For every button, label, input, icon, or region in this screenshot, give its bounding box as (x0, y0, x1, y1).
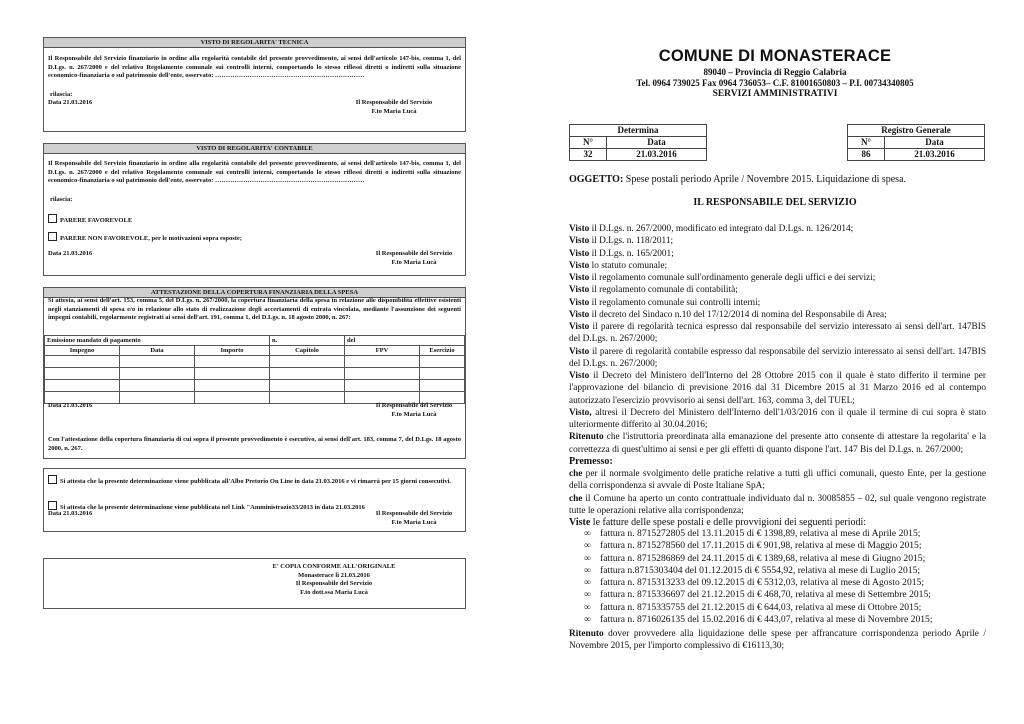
visto-text: il D.Lgs. n. 267/2000, modificato ed integrato dal D.Lgs. n. 126/2014; (589, 224, 854, 234)
registro-date: 21.03.2016 (885, 149, 985, 161)
list-item (584, 540, 984, 552)
emissione-del-label: del (345, 336, 465, 346)
emissione-n-label: n. (270, 336, 345, 346)
visto-keyword: Visto (569, 309, 590, 320)
registro-n-label: N° (848, 137, 885, 149)
che-text: per il normale svolgimento delle pratiche relative a tutti gli uffici comunali, questo Ente, per la gestione della corrispondenza si avvale di Poste Italiane SpA; (569, 469, 986, 492)
signature-title: Il Responsabile del Servizio (375, 250, 453, 257)
premesso-heading (569, 456, 986, 468)
visto-item (569, 407, 986, 432)
premesso-label: Premesso: (569, 455, 613, 467)
table-cell[interactable] (420, 356, 465, 368)
col-esercizio: Esercizio (420, 346, 465, 356)
table-row (45, 356, 465, 368)
infinity-bullet-icon: ∞ (584, 552, 591, 564)
table-cell[interactable] (120, 380, 195, 392)
col-capitolo: Capitolo (270, 346, 345, 356)
visto-item (569, 321, 986, 346)
ritenuto-final (569, 628, 986, 653)
registro-title: Registro Generale (848, 125, 985, 137)
copia-conforme-signature-title: Il Responsabile del Servizio (295, 580, 373, 587)
copia-conforme-place-date: Monasterace lì 21.03.2016 (298, 571, 370, 579)
infinity-bullet-icon: ∞ (584, 589, 591, 601)
fattura-text: fattura n. 8715336697 del 21.12.2015 di € 468,70, relativa al mese di Settembre 2015; (600, 589, 931, 601)
table-cell[interactable] (420, 380, 465, 392)
registro-number: 86 (848, 149, 885, 161)
list-item (584, 614, 984, 626)
visto-item (569, 284, 986, 296)
determina-title: Determina (570, 125, 707, 137)
list-item (584, 565, 984, 577)
copia-conforme-signature-name: F.to dott.ssa Maria Lucà (300, 588, 368, 596)
table-cell[interactable] (195, 380, 270, 392)
pubblicazione-albo-checkbox[interactable] (48, 475, 57, 484)
parere-non-favorevole-label: PARERE NON FAVOREVOLE, per le motivazioni sopra esposte; (60, 235, 242, 242)
visto-text: il regolamento comunale sui controlli interni; (589, 297, 761, 308)
attestazione-signature (344, 402, 484, 419)
comune-contacts: Tel. 0964 739025 Fax 0964 736053– C.F. 81001650803 – P.I. 00734340805 (636, 78, 914, 88)
table-cell[interactable] (120, 368, 195, 380)
fattura-text: fattura n. 8715335755 del 21.12.2015 di € 644,03, relativa al mese di Ottobre 2015; (600, 601, 922, 613)
col-data: Data (120, 346, 195, 356)
visto-item (569, 309, 986, 321)
visto-item (569, 346, 986, 371)
visto-keyword: Visto (569, 224, 590, 234)
infinity-bullet-icon: ∞ (584, 528, 591, 539)
pubblicazione-signature (344, 510, 484, 527)
visto-keyword: Visto (569, 371, 590, 381)
list-item (584, 577, 984, 589)
list-item (584, 602, 984, 614)
visto-contabile-date: Data 21.03.2016 (48, 250, 93, 257)
list-item (584, 589, 984, 601)
fattura-text: fattura n. 8715286869 del 24.11.2015 di € 1389,68, relativa al mese di Giugno 2015; (600, 552, 926, 564)
parere-non-favorevole-option[interactable] (48, 232, 242, 244)
signature-title: Il Responsabile del Servizio (355, 99, 433, 106)
parere-favorevole-label: PARERE FAVOREVOLE (60, 217, 133, 224)
attestazione-box (43, 287, 466, 459)
visto-tecnica-body: Il Responsabile del Servizio finanziario in ordine alla regolarità contabile del presente provvedimento, ai sensi dell'articolo 147-bis, comma 1, del D.Lgs. n. 267/2000 e del relativo Regolamento comunale sui controlli interni, comportando lo stesso riflessi diretti o indiretti sulla situazione economico-finanziaria o sul patrimonio dell'ente, osservato: …………………………………………………………… (48, 55, 461, 80)
signature-name: F.to Maria Lucà (371, 107, 417, 115)
list-item (584, 553, 984, 565)
pubblicazione-albo-option[interactable] (48, 475, 461, 487)
table-cell[interactable] (195, 356, 270, 368)
fattura-text: fattura n. 8715278560 del 17.11.2015 di € 901,98, relativa al mese di Maggio 2015; (600, 540, 922, 552)
oggetto-line (569, 174, 989, 185)
che-item (569, 468, 986, 493)
fatture-list (584, 528, 984, 626)
table-row (45, 380, 465, 392)
determina-number: 32 (570, 149, 607, 161)
ritenuto-final-keyword: Ritenuto (569, 629, 604, 639)
fattura-text: fattura n. 8715272805 del 13.11.2015 di € 1398,89, relativa al mese di Aprile 2015; (600, 528, 921, 539)
parere-favorevole-checkbox[interactable] (48, 214, 57, 223)
table-cell[interactable] (120, 392, 195, 404)
table-cell[interactable] (420, 368, 465, 380)
visto-keyword: Visto (569, 285, 590, 296)
list-item (584, 528, 984, 540)
oggetto-label: OGGETTO: (569, 174, 624, 185)
visto-keyword: Visto (569, 248, 590, 259)
table-cell[interactable] (345, 368, 420, 380)
visto-contabile-title: VISTO DI REGOLARITA' CONTABILE (44, 144, 465, 154)
parere-favorevole-option[interactable] (48, 214, 132, 226)
oggetto-text: Spese postali periodo Aprile / Novembre 2015. Liquidazione di spesa. (625, 174, 907, 185)
fattura-text: fattura n. 8716026135 del 15.02.2016 di € 443,07, relativa al mese di Novembre 2015; (600, 614, 933, 626)
visto-contabile-body: Il Responsabile del Servizio finanziario in ordine alla regolarità contabile del presente provvedimento, ai sensi dell'articolo 147-bis, comma 1, del D.Lgs. n. 267/2000 e del relativo Regolamento comunale sui controlli interni, comportando lo stesso riflessi diretti o indiretti sulla situazione economico-finanziaria o sul patrimonio dell'ente, osservato: …………………………………………………………… (48, 160, 461, 185)
signature-name: F.to Maria Lucà (391, 258, 437, 266)
visto-text: lo statuto comunale; (589, 260, 668, 271)
attestazione-footer: Con l'attestazione della copertura finanziaria di cui sopra il presente provvedimento è esecutivo, ai sensi dell'art. 183, comma 7, del D.Lgs. 18 agosto 2000, n. 267. (48, 436, 461, 452)
col-fpv: FPV (345, 346, 420, 356)
attestazione-body: Si attesta, ai sensi dell'art. 153, comma 5, del D.Lgs. n. 267/2000, la copertura finanziaria della spesa in relazione alle disponibilità effettive esistenti negli stanziamenti di spesa e/o in relazione allo stato di realizzazione degli accertamenti di entrata vincolata, mediante l'assunzione dei seguenti impegni contabili, regolarmente registrati ai sensi dell'art. 191, comma 1, del D.Lgs. n. 18 agosto 2000, n. 267: (48, 297, 461, 322)
visto-keyword: Visto (569, 273, 590, 283)
attestazione-title: ATTESTAZIONE DELLA COPERTURA FINANZIARIA DELLA SPESA (44, 288, 465, 298)
pubblicazione-box (43, 468, 466, 532)
visto-item (569, 272, 986, 284)
signature-name: F.to Maria Lucà (391, 518, 437, 526)
table-cell[interactable] (45, 368, 120, 380)
visto-keyword: Visto (569, 236, 590, 247)
table-cell[interactable] (270, 380, 345, 392)
table-cell[interactable] (195, 368, 270, 380)
ritenuto-final-text: dover provvedere alla liquidazione delle spese per affrancature corrispondenza periodo Aprile / Novembre 2015, per l'importo complessivo di €16113,30; (569, 629, 986, 652)
visto-text: il D.Lgs. n. 165/2001; (589, 248, 674, 259)
visto-keyword: Visto, (569, 407, 592, 418)
signature-title: Il Responsabile del Servizio (375, 510, 453, 517)
visto-item (569, 260, 986, 272)
visto-text: il parere di regolarità tecnica espresso dal responsabile del servizio interessato ai sensi dell'art. 147BIS del D.Lgs. n. 267/2000; (569, 322, 986, 345)
infinity-bullet-icon: ∞ (584, 601, 591, 613)
visto-contabile-box (43, 143, 466, 276)
table-cell[interactable] (45, 380, 120, 392)
infinity-bullet-icon: ∞ (584, 577, 591, 589)
visto-item (569, 297, 986, 309)
visto-tecnica-signature (324, 99, 464, 116)
visto-text: il parere di regolarità contabile espresso dal responsabile del servizio interessato ai sensi dell'art. 147BIS del D.Lgs. n. 267/2000; (569, 346, 986, 369)
signature-title: Il Responsabile del Servizio (375, 402, 453, 409)
che-text: il Comune ha aperto un conto contrattuale individuato dal n. 30085855 – 02, sul quale vengono registrate tutte le operazioni relative alla corrispondenza; (569, 493, 986, 516)
visto-keyword: Visto (569, 346, 590, 357)
ritenuto-text: che l'istruttoria preordinata alla emanazione del presente atto consente di attestare la regolarita' e la correttezza di quest'ultimo ai sensi e per gli effetti di quanto dispone l'art. 147 Bis del D.Lgs. n. 267/2000; (569, 432, 986, 455)
determina-date: 21.03.2016 (607, 149, 707, 161)
table-cell[interactable] (120, 356, 195, 368)
determina-table (569, 124, 707, 161)
copia-conforme-heading: E' COPIA CONFORME ALL'ORIGINALE (272, 563, 396, 570)
visto-text: il decreto del Sindaco n.10 del 17/12/2014 di nomina del Responsabile di Area; (589, 309, 887, 320)
visto-text: il regolamento comunale di contabilità; (589, 285, 738, 296)
table-cell[interactable] (345, 356, 420, 368)
impegni-header-row (45, 346, 465, 356)
pubblicazione-link-checkbox[interactable] (48, 501, 57, 510)
visto-keyword: Visto (569, 260, 590, 271)
copia-conforme-block (244, 563, 424, 597)
visti-list (569, 223, 986, 529)
visto-tecnica-title: VISTO DI REGOLARITA' TECNICA (44, 38, 465, 48)
visto-keyword: Visto (569, 297, 590, 308)
visto-tecnica-rilascia: rilascia: (50, 91, 73, 98)
emissione-label: Emissione mandato di pagamento (45, 336, 270, 346)
col-impegno: Impegno (45, 346, 120, 356)
pubblicazione-date: Data 21.03.2016 (48, 510, 93, 517)
parere-non-favorevole-checkbox[interactable] (48, 232, 57, 241)
emissione-row (45, 336, 465, 346)
visto-text: il D.Lgs. n. 118/2011; (589, 236, 674, 247)
table-cell[interactable] (345, 380, 420, 392)
table-cell[interactable] (195, 392, 270, 404)
signature-name: F.to Maria Lucà (391, 410, 437, 418)
visto-tecnica-box (43, 37, 466, 132)
visto-item (569, 235, 986, 247)
fattura-text: fattura n. 8715313233 del 09.12.2015 di € 5312,03, relativa al mese di Agosto 2015; (600, 577, 925, 589)
visto-keyword: Visto (569, 322, 590, 332)
viste-keyword: Viste (569, 517, 591, 528)
attestazione-date: Data 21.03.2016 (48, 402, 93, 409)
visto-contabile-signature (344, 250, 484, 267)
visto-item (569, 223, 986, 235)
che-keyword: che (569, 493, 583, 504)
table-cell[interactable] (270, 368, 345, 380)
infinity-bullet-icon: ∞ (584, 564, 591, 576)
ritenuto-keyword: Ritenuto (569, 432, 604, 443)
servizi-amministrativi: SERVIZI AMMINISTRATIVI (712, 89, 838, 99)
visto-text: altresì il Decreto del Ministero dell'Interno dell'1/03/2016 con il quale il termine di cui sopra è stato ulteriormente differito al 30.04.2016; (569, 407, 986, 430)
determina-data-label: Data (607, 137, 707, 149)
table-row (45, 368, 465, 380)
responsabile-heading: IL RESPONSABILE DEL SERVIZIO (693, 197, 857, 208)
visto-tecnica-date: Data 21.03.2016 (48, 99, 93, 106)
col-importo: Importo (195, 346, 270, 356)
visto-item (569, 248, 986, 260)
comune-title: COMUNE DI MONASTERACE (658, 47, 892, 65)
comune-address: 89040 – Provincia di Reggio Calabria (703, 67, 847, 77)
registro-generale-table (847, 124, 985, 161)
registro-data-label: Data (885, 137, 985, 149)
fattura-text: fattura n.8715303404 del 01.12.2015 di € 5554,92, relativa al mese di Luglio 2015; (600, 564, 921, 576)
copia-conforme-box (43, 558, 466, 609)
ritenuto-item (569, 431, 986, 456)
che-keyword: che (569, 469, 583, 479)
visto-item (569, 370, 986, 407)
infinity-bullet-icon: ∞ (584, 614, 591, 626)
viste-text: le fatture delle spese postali e delle provvigioni dei seguenti periodi: (590, 517, 867, 528)
infinity-bullet-icon: ∞ (584, 540, 591, 552)
table-cell[interactable] (45, 356, 120, 368)
determina-n-label: N° (570, 137, 607, 149)
che-item (569, 493, 986, 518)
table-cell[interactable] (270, 392, 345, 404)
pubblicazione-albo-label: Si attesta che la presente determinazione viene pubblicata all'Albo Pretorio On Line in data 21.03.2016 e vi rimarrà per 15 giorni consecutivi. (60, 478, 452, 485)
visto-text: il regolamento comunale sull'ordinamento generale degli uffici e dei servizi; (589, 273, 876, 283)
pubblicazione-link-label: Si attesta che la presente determinazione viene pubblicata nel Link "Amministrazio33/2013 in data 21.03.2016 (60, 504, 365, 511)
visto-text: il Decreto del Ministero dell'Interno del 28 Ottobre 2015 con il quale è stato differito il termine per l'approvazione del bilancio di previsione 2016 dal 31 Dicembre 2015 al 31 Marzo 2016 ed al contempo autorizzato l'esercizio provvisorio ai sensi dell'art. 163, comma 3, del TUEL; (569, 371, 986, 406)
impegni-table (44, 335, 465, 404)
table-cell[interactable] (270, 356, 345, 368)
visto-contabile-rilascia: rilascia: (50, 196, 73, 203)
